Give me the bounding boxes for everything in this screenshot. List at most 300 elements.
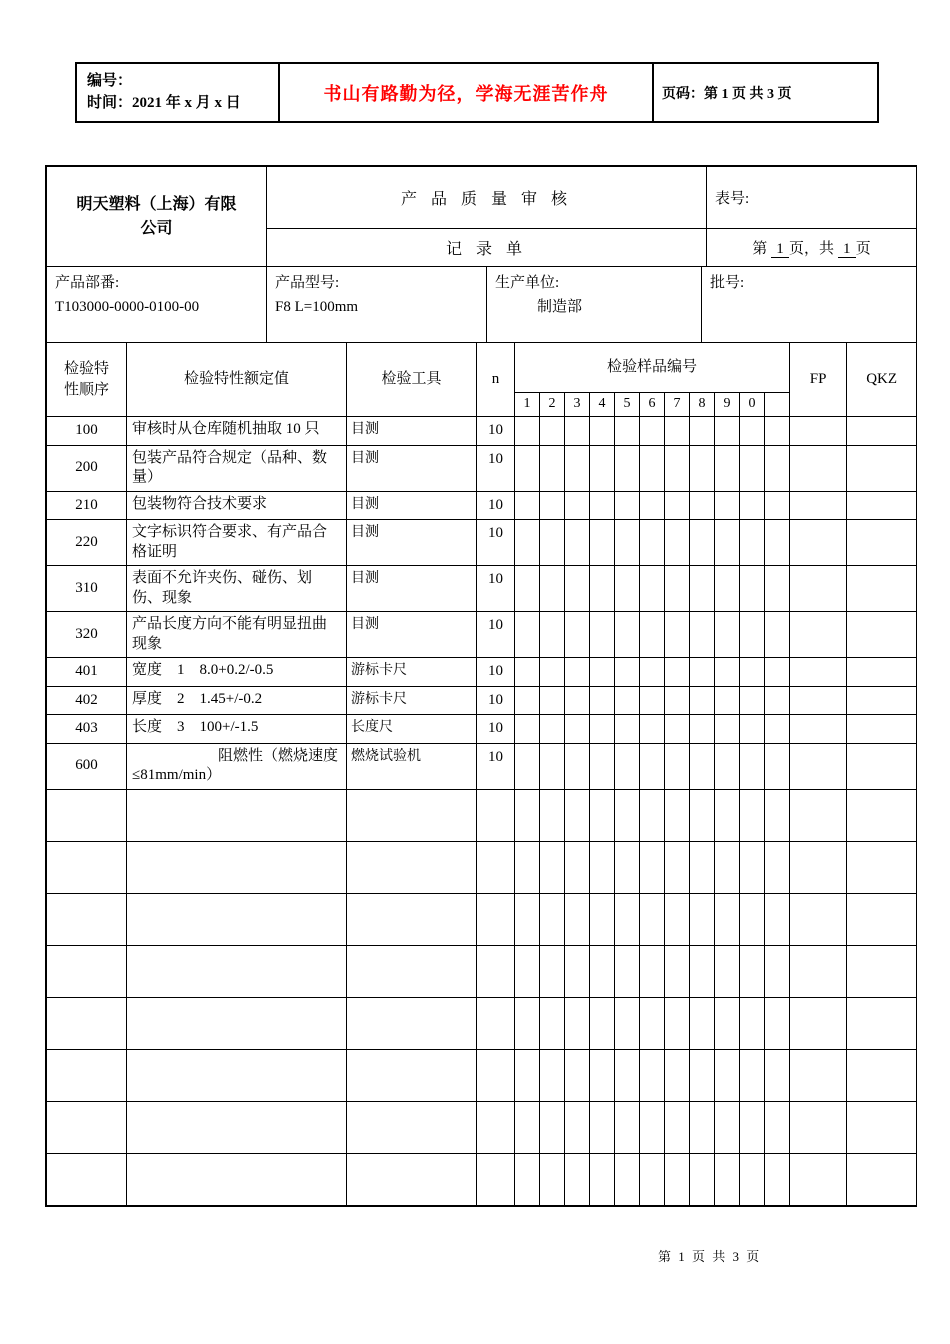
- sample-number: 0: [740, 393, 765, 417]
- sample-cell: [690, 841, 715, 893]
- sheet-no-label: 表号:: [707, 167, 917, 229]
- product-unit-label: 生产单位:: [495, 275, 560, 291]
- fp-cell: [790, 789, 847, 841]
- empty-grid-row: [47, 1101, 917, 1153]
- row-spec: 审核时从仓库随机抽取 10 只: [127, 417, 347, 446]
- sample-cell: [690, 658, 715, 687]
- sample-cell: [715, 1101, 740, 1153]
- fp-cell: [790, 612, 847, 658]
- sample-cell: [715, 1049, 740, 1101]
- sample-cell: [765, 686, 790, 715]
- sample-cell: [740, 1153, 765, 1205]
- sample-cell: [590, 686, 615, 715]
- sample-number: 1: [515, 393, 540, 417]
- fp-cell: [790, 520, 847, 566]
- sample-cell: [665, 789, 690, 841]
- qkz-cell: [847, 686, 917, 715]
- row-spec: [127, 1049, 347, 1101]
- row-tool: [347, 1101, 477, 1153]
- sample-cell: [690, 566, 715, 612]
- row-seq: [47, 1153, 127, 1205]
- sample-cell: [690, 491, 715, 520]
- qkz-cell: [847, 417, 917, 446]
- empty-grid-row: [47, 1049, 917, 1101]
- sample-cell: [640, 520, 665, 566]
- sample-cell: [715, 566, 740, 612]
- page-count-total: 1: [838, 241, 856, 259]
- doc-header-box: [75, 62, 879, 123]
- sample-cell: [665, 445, 690, 491]
- row-spec: [127, 1153, 347, 1205]
- product-model-value: F8 L=100mm: [275, 299, 359, 315]
- sample-cell: [765, 658, 790, 687]
- product-model-label: 产品型号:: [275, 275, 340, 291]
- grid-row: [47, 743, 917, 789]
- row-n: [477, 789, 515, 841]
- row-n: [477, 945, 515, 997]
- sample-cell: [590, 417, 615, 446]
- row-seq: 320: [47, 612, 127, 658]
- sample-cell: [640, 612, 665, 658]
- sample-cell: [615, 612, 640, 658]
- row-seq: [47, 1049, 127, 1101]
- row-n: 10: [477, 612, 515, 658]
- doc-number-label: 编号：: [87, 72, 133, 89]
- sample-cell: [715, 491, 740, 520]
- sample-cell: [690, 997, 715, 1049]
- fp-cell: [790, 997, 847, 1049]
- row-seq: [47, 997, 127, 1049]
- sample-cell: [540, 789, 565, 841]
- sample-cell: [640, 566, 665, 612]
- sample-cell: [640, 1101, 665, 1153]
- row-tool: 目测: [347, 417, 477, 446]
- sample-cell: [615, 715, 640, 744]
- sample-cell: [640, 841, 665, 893]
- sample-cell: [590, 841, 615, 893]
- sample-cell: [565, 1049, 590, 1101]
- sample-cell: [540, 743, 565, 789]
- product-info-table: [46, 266, 917, 343]
- sample-cell: [565, 566, 590, 612]
- sample-cell: [515, 1049, 540, 1101]
- grid-row: [47, 520, 917, 566]
- sample-cell: [615, 841, 640, 893]
- qkz-cell: [847, 945, 917, 997]
- sample-cell: [590, 1101, 615, 1153]
- sample-cell: [765, 520, 790, 566]
- sample-cell: [765, 715, 790, 744]
- product-model-cell: [267, 267, 487, 343]
- sample-cell: [615, 445, 640, 491]
- sample-cell: [565, 743, 590, 789]
- row-seq: 220: [47, 520, 127, 566]
- sample-cell: [740, 612, 765, 658]
- sample-cell: [740, 789, 765, 841]
- page-footer: 第 1 页 共 3 页: [658, 1249, 762, 1264]
- product-unit-cell: [487, 267, 702, 343]
- row-tool: [347, 789, 477, 841]
- sample-cell: [765, 491, 790, 520]
- fp-cell: [790, 417, 847, 446]
- sample-cell: [565, 686, 590, 715]
- row-spec: [127, 945, 347, 997]
- form-title: 产 品 质 量 审 核: [267, 167, 707, 229]
- sample-cell: [515, 945, 540, 997]
- sample-cell: [615, 520, 640, 566]
- row-tool: 长度尺: [347, 715, 477, 744]
- row-n: [477, 893, 515, 945]
- sample-cell: [590, 893, 615, 945]
- sample-cell: [565, 893, 590, 945]
- product-part-label: 产品部番:: [55, 275, 120, 291]
- grid-row: [47, 686, 917, 715]
- sample-cell: [640, 743, 665, 789]
- sample-cell: [590, 743, 615, 789]
- sample-cell: [565, 997, 590, 1049]
- sample-cell: [740, 658, 765, 687]
- sample-number: 3: [565, 393, 590, 417]
- sample-cell: [690, 612, 715, 658]
- sample-number: 6: [640, 393, 665, 417]
- sample-cell: [715, 612, 740, 658]
- sample-cell: [665, 945, 690, 997]
- sample-cell: [690, 1153, 715, 1205]
- sample-cell: [515, 658, 540, 687]
- qkz-cell: [847, 658, 917, 687]
- row-spec: [127, 789, 347, 841]
- fp-cell: [790, 1049, 847, 1101]
- sample-number: 5: [615, 393, 640, 417]
- grid-row: [47, 491, 917, 520]
- row-spec: [127, 997, 347, 1049]
- sample-cell: [715, 520, 740, 566]
- row-tool: 目测: [347, 520, 477, 566]
- sample-cell: [565, 1101, 590, 1153]
- sample-cell: [640, 997, 665, 1049]
- sample-cell: [515, 1101, 540, 1153]
- sample-cell: [665, 686, 690, 715]
- row-tool: 游标卡尺: [347, 658, 477, 687]
- sample-cell: [590, 491, 615, 520]
- page-count: [707, 229, 917, 267]
- sample-cell: [690, 417, 715, 446]
- sample-cell: [715, 715, 740, 744]
- row-seq: 210: [47, 491, 127, 520]
- row-n: 10: [477, 743, 515, 789]
- sample-cell: [565, 417, 590, 446]
- qkz-cell: [847, 841, 917, 893]
- qkz-cell: [847, 743, 917, 789]
- sample-cell: [540, 445, 565, 491]
- sample-cell: [565, 491, 590, 520]
- sample-cell: [740, 686, 765, 715]
- sample-cell: [640, 1049, 665, 1101]
- row-seq: 310: [47, 566, 127, 612]
- row-seq: [47, 1101, 127, 1153]
- sample-cell: [515, 417, 540, 446]
- row-seq: 100: [47, 417, 127, 446]
- empty-grid-row: [47, 1153, 917, 1205]
- sample-cell: [640, 445, 665, 491]
- sample-cell: [740, 520, 765, 566]
- sample-cell: [565, 658, 590, 687]
- sample-cell: [540, 612, 565, 658]
- row-n: [477, 997, 515, 1049]
- row-spec: 包装物符合技术要求: [127, 491, 347, 520]
- sample-cell: [740, 841, 765, 893]
- row-tool: [347, 1153, 477, 1205]
- sample-cell: [765, 1101, 790, 1153]
- sample-cell: [665, 1153, 690, 1205]
- page-count-mid: 页，共: [788, 240, 834, 257]
- sample-cell: [740, 743, 765, 789]
- sample-cell: [665, 520, 690, 566]
- sample-cell: [640, 1153, 665, 1205]
- sample-cell: [540, 1153, 565, 1205]
- form-subtitle: 记 录 单: [267, 229, 707, 267]
- sample-cell: [640, 417, 665, 446]
- row-n: [477, 1153, 515, 1205]
- sample-cell: [540, 997, 565, 1049]
- empty-grid-row: [47, 893, 917, 945]
- sample-cell: [640, 658, 665, 687]
- sample-cell: [565, 789, 590, 841]
- sample-number: 2: [540, 393, 565, 417]
- sample-cell: [740, 491, 765, 520]
- row-spec: [127, 893, 347, 945]
- qkz-cell: [847, 1049, 917, 1101]
- row-tool: 游标卡尺: [347, 686, 477, 715]
- row-seq: 402: [47, 686, 127, 715]
- doc-time-label: 时间：2021 年 x 月 x 日: [87, 94, 241, 111]
- sample-cell: [690, 715, 715, 744]
- sample-cell: [515, 1153, 540, 1205]
- sample-cell: [765, 841, 790, 893]
- sample-cell: [615, 491, 640, 520]
- sample-cell: [515, 743, 540, 789]
- sample-cell: [540, 1049, 565, 1101]
- sample-cell: [665, 658, 690, 687]
- product-batch-cell: [702, 267, 917, 343]
- sample-cell: [615, 658, 640, 687]
- row-tool: [347, 841, 477, 893]
- sample-cell: [615, 743, 640, 789]
- sample-cell: [765, 1049, 790, 1101]
- row-tool: 目测: [347, 491, 477, 520]
- sample-cell: [715, 893, 740, 945]
- fp-cell: [790, 715, 847, 744]
- sample-cell: [540, 417, 565, 446]
- sample-cell: [615, 1101, 640, 1153]
- sample-cell: [590, 566, 615, 612]
- sample-cell: [615, 997, 640, 1049]
- sample-cell: [640, 893, 665, 945]
- fp-cell: [790, 945, 847, 997]
- page-count-text: 第: [752, 240, 768, 257]
- row-n: [477, 1101, 515, 1153]
- sample-cell: [715, 445, 740, 491]
- fp-cell: [790, 491, 847, 520]
- sample-cell: [615, 893, 640, 945]
- sample-cell: [690, 743, 715, 789]
- sample-cell: [590, 612, 615, 658]
- sample-cell: [690, 893, 715, 945]
- fp-cell: [790, 893, 847, 945]
- sample-cell: [740, 1101, 765, 1153]
- sample-cell: [590, 997, 615, 1049]
- row-n: [477, 841, 515, 893]
- sample-cell: [640, 686, 665, 715]
- sample-cell: [590, 520, 615, 566]
- row-tool: 燃烧试验机: [347, 743, 477, 789]
- sample-cell: [765, 743, 790, 789]
- sample-cell: [515, 520, 540, 566]
- sample-cell: [690, 945, 715, 997]
- sample-cell: [590, 445, 615, 491]
- sample-cell: [540, 686, 565, 715]
- row-n: 10: [477, 658, 515, 687]
- row-tool: [347, 893, 477, 945]
- page-count-suffix: 页: [855, 240, 871, 257]
- row-n: 10: [477, 520, 515, 566]
- row-seq: [47, 945, 127, 997]
- empty-grid-row: [47, 841, 917, 893]
- row-seq: 403: [47, 715, 127, 744]
- sample-cell: [715, 417, 740, 446]
- sample-cell: [715, 658, 740, 687]
- sample-cell: [665, 1049, 690, 1101]
- sample-cell: [740, 945, 765, 997]
- sample-cell: [665, 417, 690, 446]
- row-spec: [127, 1101, 347, 1153]
- sample-cell: [765, 789, 790, 841]
- qkz-cell: [847, 715, 917, 744]
- row-tool: 目测: [347, 445, 477, 491]
- qkz-cell: [847, 1101, 917, 1153]
- qkz-cell: [847, 520, 917, 566]
- qkz-cell: [847, 997, 917, 1049]
- sample-cell: [565, 1153, 590, 1205]
- sample-cell: [565, 520, 590, 566]
- sample-cell: [765, 417, 790, 446]
- row-tool: [347, 997, 477, 1049]
- sample-cell: [540, 893, 565, 945]
- sample-cell: [565, 715, 590, 744]
- qkz-cell: [847, 1153, 917, 1205]
- empty-grid-row: [47, 997, 917, 1049]
- sample-cell: [665, 566, 690, 612]
- row-tool: [347, 945, 477, 997]
- sample-cell: [665, 612, 690, 658]
- sample-cell: [640, 945, 665, 997]
- sample-cell: [540, 1101, 565, 1153]
- row-n: 10: [477, 491, 515, 520]
- sample-cell: [740, 445, 765, 491]
- fp-cell: [790, 1153, 847, 1205]
- sample-cell: [665, 1101, 690, 1153]
- row-seq: [47, 789, 127, 841]
- sample-cell: [740, 566, 765, 612]
- row-spec: 宽度 1 8.0+0.2/-0.5: [127, 658, 347, 687]
- sample-cell: [540, 945, 565, 997]
- qkz-cell: [847, 566, 917, 612]
- sample-cell: [540, 715, 565, 744]
- sample-cell: [740, 715, 765, 744]
- grid-body: [47, 417, 917, 1206]
- sample-number: 8: [690, 393, 715, 417]
- product-part-value: T103000-0000-0100-00: [55, 299, 200, 315]
- sample-cell: [565, 945, 590, 997]
- sample-cell: [590, 1153, 615, 1205]
- row-n: [477, 1049, 515, 1101]
- sample-cell: [690, 1049, 715, 1101]
- row-spec: 产品长度方向不能有明显扭曲现象: [127, 612, 347, 658]
- sample-cell: [690, 1101, 715, 1153]
- sample-cell: [590, 658, 615, 687]
- row-seq: [47, 841, 127, 893]
- sample-cell: [515, 491, 540, 520]
- header-fp: FP: [790, 343, 847, 417]
- sample-cell: [590, 945, 615, 997]
- sample-number: 7: [665, 393, 690, 417]
- qkz-cell: [847, 445, 917, 491]
- row-seq: 600: [47, 743, 127, 789]
- sample-cell: [665, 491, 690, 520]
- company-name: 明天塑料（上海）有限公司: [47, 167, 267, 267]
- sample-cell: [740, 997, 765, 1049]
- sample-cell: [515, 566, 540, 612]
- sample-cell: [515, 997, 540, 1049]
- sample-cell: [665, 997, 690, 1049]
- sample-cell: [690, 686, 715, 715]
- grid-row: [47, 445, 917, 491]
- sample-cell: [665, 841, 690, 893]
- row-n: 10: [477, 686, 515, 715]
- header-qkz: QKZ: [847, 343, 917, 417]
- sample-cell: [565, 841, 590, 893]
- product-batch-label: 批号:: [710, 275, 745, 291]
- sample-cell: [765, 1153, 790, 1205]
- sample-cell: [590, 715, 615, 744]
- sample-cell: [515, 715, 540, 744]
- sample-cell: [715, 841, 740, 893]
- form-header-table: [46, 166, 917, 267]
- doc-number-time: [76, 63, 279, 122]
- qkz-cell: [847, 789, 917, 841]
- sample-cell: [690, 789, 715, 841]
- row-tool: [347, 1049, 477, 1101]
- sample-cell: [640, 491, 665, 520]
- sample-cell: [715, 1153, 740, 1205]
- inspection-grid: [46, 342, 917, 1206]
- page-count-current: 1: [771, 241, 789, 259]
- row-spec: 文字标识符合要求、有产品合格证明: [127, 520, 347, 566]
- fp-cell: [790, 445, 847, 491]
- sample-cell: [515, 893, 540, 945]
- sample-cell: [515, 789, 540, 841]
- sample-cell: [565, 445, 590, 491]
- doc-page-label: 页码：第 1 页 共 3 页: [653, 63, 878, 122]
- qkz-cell: [847, 893, 917, 945]
- fp-cell: [790, 841, 847, 893]
- sample-cell: [765, 893, 790, 945]
- sample-cell: [690, 520, 715, 566]
- sample-cell: [540, 491, 565, 520]
- grid-row: [47, 566, 917, 612]
- sample-cell: [665, 715, 690, 744]
- header-samples: 检验样品编号: [515, 343, 790, 393]
